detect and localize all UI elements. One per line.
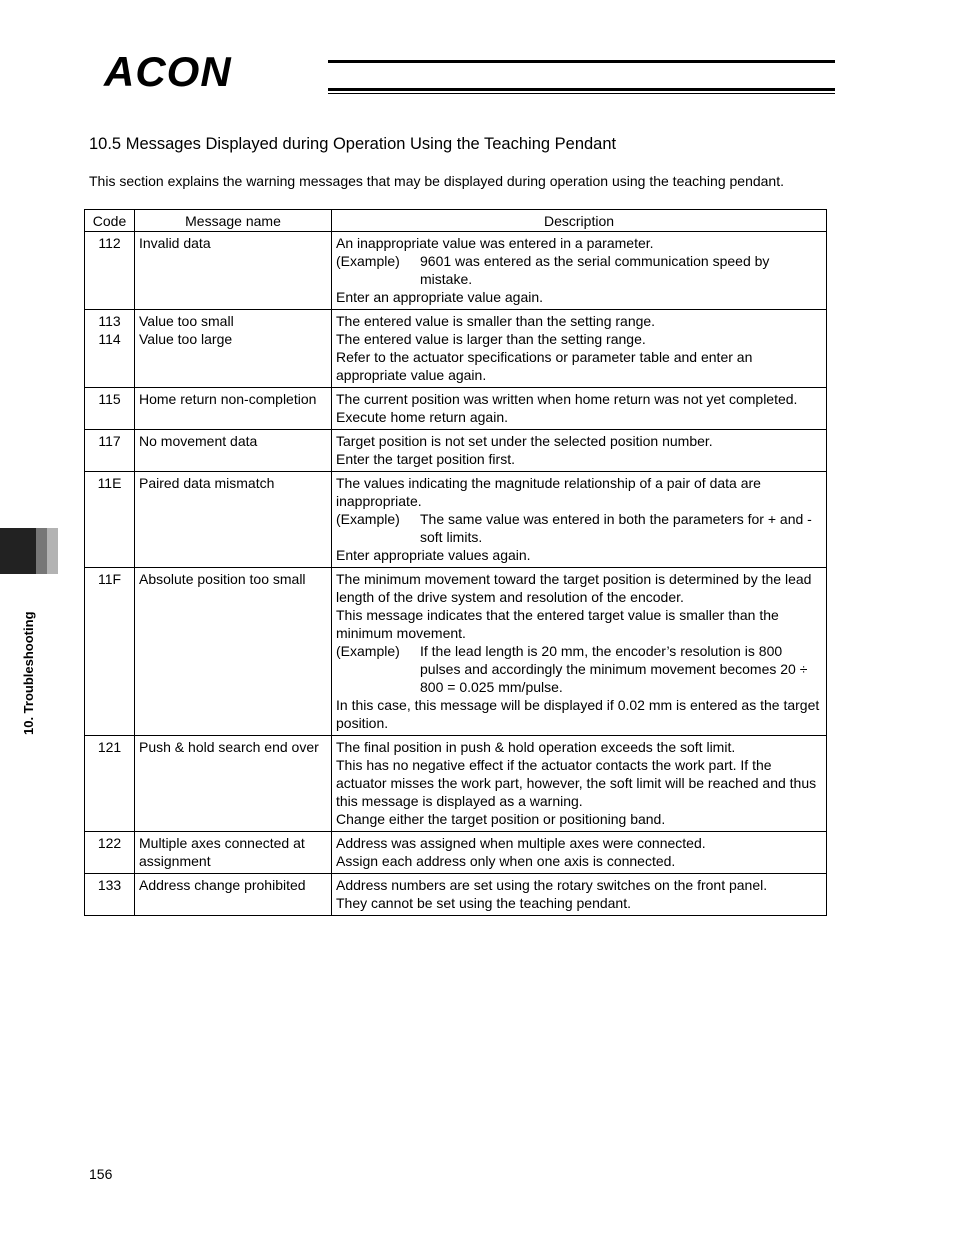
section-title: 10.5 Messages Displayed during Operation Using the Teaching Pendant bbox=[89, 135, 617, 153]
logo-rule-top bbox=[328, 60, 835, 63]
cell-code bbox=[85, 388, 135, 430]
table-row bbox=[85, 430, 827, 472]
message-name: Paired data mismatch bbox=[139, 475, 275, 491]
table-row bbox=[85, 568, 827, 736]
tab-block-light bbox=[47, 528, 58, 574]
code-value: 11F bbox=[97, 571, 122, 587]
description-line: Assign each address only when one axis is connected. bbox=[336, 853, 676, 869]
cell-description bbox=[332, 430, 827, 472]
example-label: (Example) bbox=[336, 643, 400, 659]
cell-code bbox=[85, 472, 135, 568]
cell-message-name bbox=[135, 472, 332, 568]
description-line: In this case, this message will be displayed if 0.02 mm is entered as the target position. bbox=[336, 697, 820, 731]
section-intro: This section explains the warning messages that may be displayed during operation using the teaching pendant. bbox=[89, 173, 784, 189]
message-name: Invalid data bbox=[139, 235, 211, 251]
cell-code bbox=[85, 430, 135, 472]
example-line bbox=[336, 252, 822, 288]
cell-message-name bbox=[135, 874, 332, 916]
description-line: Refer to the actuator specifications or parameter table and enter an appropriate value again. bbox=[336, 349, 753, 383]
message-name: Address change prohibited bbox=[139, 877, 306, 893]
cell-description bbox=[332, 388, 827, 430]
description-line: The minimum movement toward the target position is determined by the lead length of the drive system and resolution of the encoder. bbox=[336, 571, 812, 605]
cell-description bbox=[332, 832, 827, 874]
cell-code bbox=[85, 874, 135, 916]
description-line: The entered value is larger than the setting range. bbox=[336, 331, 646, 347]
message-name: Value too large bbox=[139, 331, 233, 347]
cell-code bbox=[85, 310, 135, 388]
message-name: Multiple axes connected at assignment bbox=[139, 835, 305, 869]
cell-description bbox=[332, 736, 827, 832]
code-value: 121 bbox=[97, 739, 122, 755]
code-value: 112 bbox=[98, 235, 121, 251]
cell-description bbox=[332, 874, 827, 916]
cell-message-name bbox=[135, 832, 332, 874]
table-row bbox=[85, 736, 827, 832]
table-row bbox=[85, 388, 827, 430]
message-name: Push & hold search end over bbox=[139, 739, 319, 755]
description-line: An inappropriate value was entered in a parameter. bbox=[336, 235, 654, 251]
description-line: Execute home return again. bbox=[336, 409, 508, 425]
message-name: Home return non-completion bbox=[139, 391, 317, 407]
header-code: Code bbox=[85, 210, 135, 232]
description-line: Enter appropriate values again. bbox=[336, 547, 531, 563]
logo-rule-thin bbox=[328, 93, 835, 94]
description-line: This message indicates that the entered target value is smaller than the minimum movement. bbox=[336, 607, 779, 641]
description-line: Enter the target position first. bbox=[336, 451, 515, 467]
cell-description bbox=[332, 232, 827, 310]
description-line: The values indicating the magnitude relationship of a pair of data are inappropriate. bbox=[336, 475, 761, 509]
description-line: Address was assigned when multiple axes were connected. bbox=[336, 835, 706, 851]
description-line: Enter an appropriate value again. bbox=[336, 289, 544, 305]
tab-block-dark bbox=[0, 528, 36, 574]
message-name: Value too small bbox=[139, 313, 234, 329]
code-value: 113 bbox=[98, 313, 121, 329]
description-line: Change either the target position or positioning band. bbox=[336, 811, 666, 827]
logo-wordmark: ACON bbox=[104, 48, 232, 95]
cell-code bbox=[85, 568, 135, 736]
example-label: (Example) bbox=[336, 253, 400, 269]
description-line: The entered value is smaller than the setting range. bbox=[336, 313, 656, 329]
example-line bbox=[336, 642, 822, 696]
cell-description bbox=[332, 472, 827, 568]
code-value: 114 bbox=[98, 331, 121, 347]
table-row bbox=[85, 832, 827, 874]
cell-description bbox=[332, 568, 827, 736]
header-description: Description bbox=[332, 210, 827, 232]
cell-message-name bbox=[135, 430, 332, 472]
table-header-row bbox=[85, 210, 827, 232]
page-number: 156 bbox=[89, 1166, 113, 1182]
table-row bbox=[85, 472, 827, 568]
code-value: 115 bbox=[98, 391, 121, 407]
table-row bbox=[85, 310, 827, 388]
example-text: 9601 was entered as the serial communication speed by mistake. bbox=[420, 253, 770, 287]
message-name: Absolute position too small bbox=[139, 571, 306, 587]
logo-rule-bottom bbox=[328, 88, 835, 91]
code-value: 133 bbox=[97, 877, 122, 893]
acon-logo bbox=[100, 48, 835, 98]
header-message-name: Message name bbox=[135, 210, 332, 232]
description-line: The final position in push & hold operation exceeds the soft limit. bbox=[336, 739, 736, 755]
table-body bbox=[85, 232, 827, 916]
messages-table bbox=[84, 209, 827, 916]
cell-description bbox=[332, 310, 827, 388]
example-text: The same value was entered in both the parameters for + and - soft limits. bbox=[420, 511, 812, 545]
code-value: 122 bbox=[97, 835, 122, 851]
cell-code bbox=[85, 736, 135, 832]
code-value: 11E bbox=[97, 475, 122, 491]
table-row bbox=[85, 232, 827, 310]
description-line: They cannot be set using the teaching pendant. bbox=[336, 895, 631, 911]
cell-code bbox=[85, 232, 135, 310]
cell-message-name bbox=[135, 310, 332, 388]
cell-message-name bbox=[135, 568, 332, 736]
message-name: No movement data bbox=[139, 433, 258, 449]
description-line: This has no negative effect if the actuator contacts the work part. If the actuator misses the work part, however, the soft limit will be reached and thus this message is displayed as a warning. bbox=[336, 757, 817, 809]
code-value: 117 bbox=[98, 433, 121, 449]
chapter-tab-marker bbox=[0, 528, 58, 574]
example-text: If the lead length is 20 mm, the encoder’s resolution is 800 pulses and accordingly the minimum movement becomes 20 ÷ 800 = 0.025 mm/pulse. bbox=[420, 643, 808, 695]
cell-message-name bbox=[135, 736, 332, 832]
table-row bbox=[85, 874, 827, 916]
cell-message-name bbox=[135, 232, 332, 310]
example-label: (Example) bbox=[336, 511, 400, 527]
chapter-side-label: 10. Troubleshooting bbox=[21, 611, 36, 735]
description-line: Address numbers are set using the rotary switches on the front panel. bbox=[336, 877, 768, 893]
description-line: Target position is not set under the selected position number. bbox=[336, 433, 713, 449]
cell-message-name bbox=[135, 388, 332, 430]
description-line: The current position was written when home return was not yet completed. bbox=[336, 391, 798, 407]
cell-code bbox=[85, 832, 135, 874]
example-line bbox=[336, 510, 822, 546]
tab-block-mid bbox=[36, 528, 47, 574]
